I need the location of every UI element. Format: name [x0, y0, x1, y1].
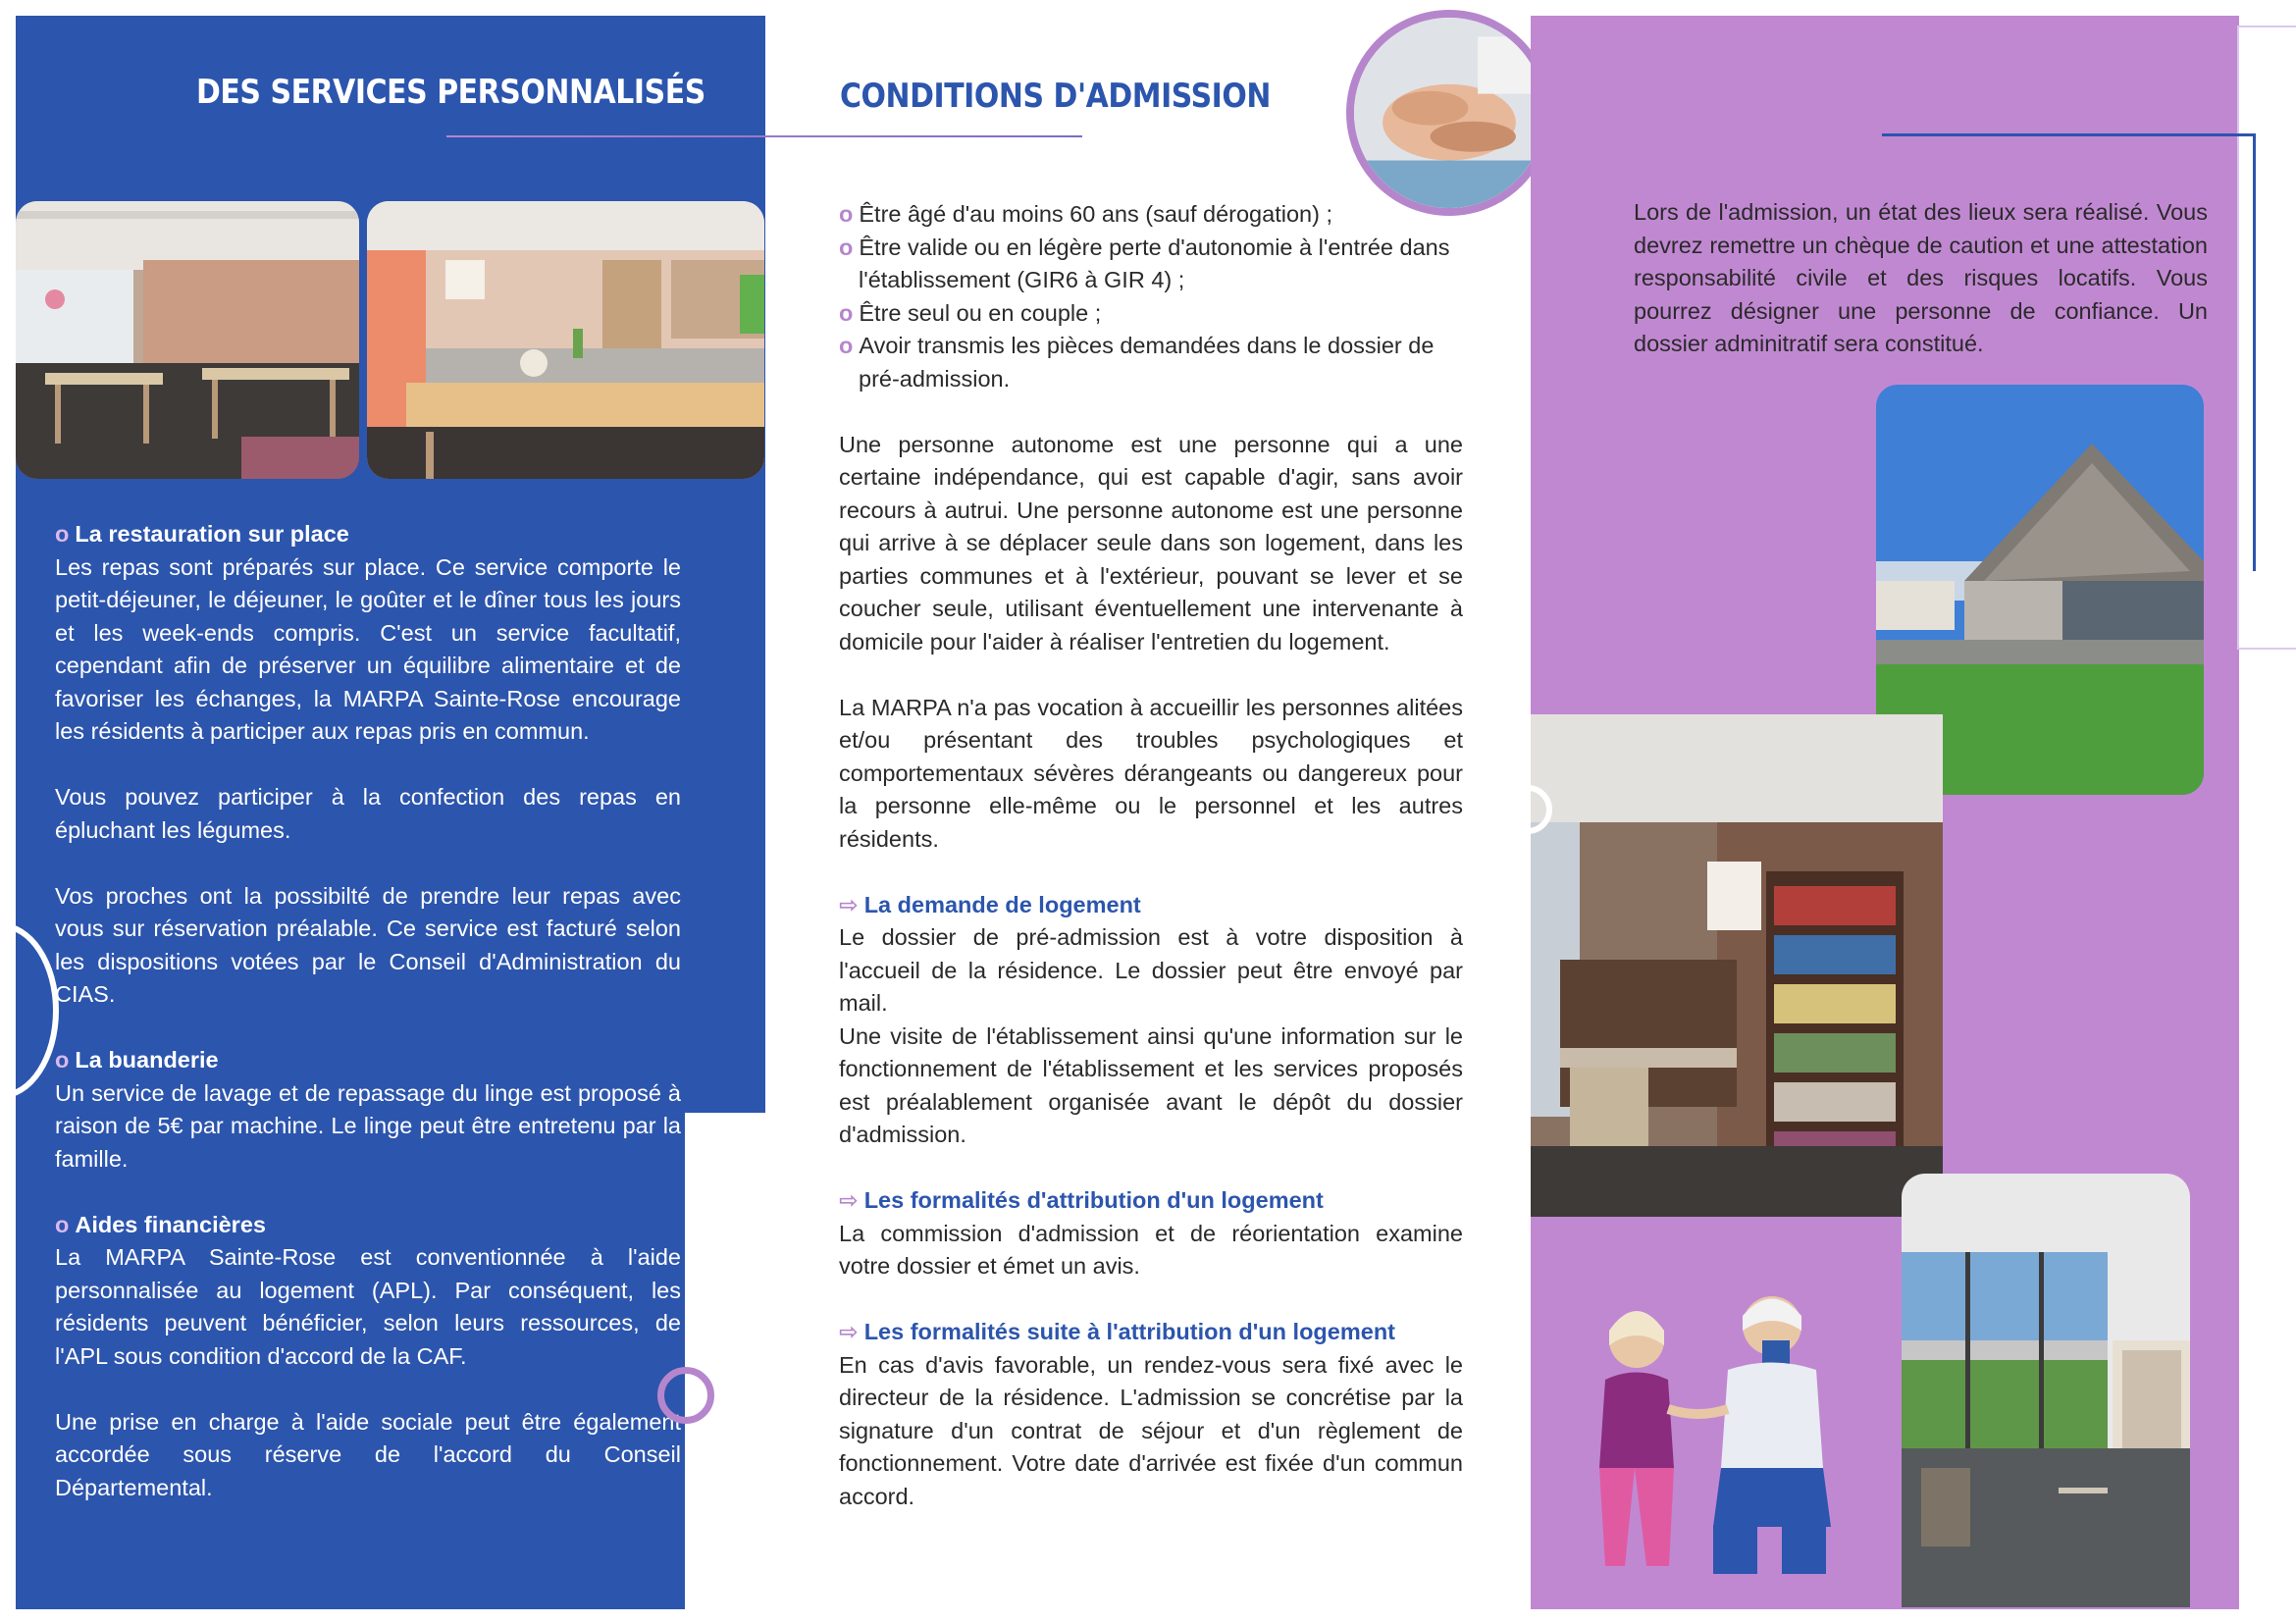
kitchen-photo: [367, 201, 764, 479]
arrow-icon: ⇨: [839, 891, 859, 917]
paragraph: Une visite de l'établissement ainsi qu'une information sur le fonctionnement de l'établissement et les services proposés est préalablement organisée avant le dépôt du dossier d'admission.: [839, 1022, 1463, 1147]
dining-room-photo: [16, 201, 359, 479]
condition-item: o Être âgé d'au moins 60 ans (sauf dérogation) ;: [839, 201, 1332, 227]
paragraph: Les repas sont préparés sur place. Ce service comporte le petit-déjeuner, le déjeuner, le goûter et le dîner tous les jours et les week-ends compris. C'est un service facultatif, cependant afin de préserver un équilibre alimentaire et de favoriser les échanges, la MARPA Sainte-Rose encourage les résidents à participer aux repas pris en commun.: [55, 553, 681, 744]
living-room-photo: [1531, 714, 1943, 1217]
section-heading: [55, 1209, 681, 1242]
bullet-marker: o: [839, 201, 854, 227]
heading-buanderie: La buanderie: [75, 1047, 219, 1073]
bullet-marker: o: [839, 234, 854, 260]
middle-content: [839, 198, 1463, 1513]
arrow-icon: ⇨: [839, 1319, 859, 1344]
subsection-heading: ⇨ Les formalités d'attribution d'un logement: [839, 1187, 1324, 1213]
section-heading: [55, 1044, 681, 1077]
arrow-icon: ⇨: [839, 1187, 859, 1213]
paragraph: La commission d'admission et de réorientation examine votre dossier et émet un avis.: [839, 1220, 1463, 1279]
subsection-heading: ⇨ Les formalités suite à l'attribution d'un logement: [839, 1319, 1395, 1344]
decorative-small-ring: [657, 1367, 714, 1424]
condition-item: o Être valide ou en légère perte d'autonomie à l'entrée dans l'établissement (GIR6 à GIR 4) ;: [839, 234, 1450, 292]
paragraph: Une prise en charge à l'aide sociale peut être également accordée sous réserve de l'accord du Conseil Départemental.: [55, 1408, 681, 1500]
decorative-line: [2253, 133, 2256, 571]
admission-paragraph: Lors de l'admission, un état des lieux sera réalisé. Vous devrez remettre un chèque de caution et une attestation responsabilité civile et des risques locatifs. Vous pourrez désigner une personne de confiance. Un dossier adminitratif sera constitué.: [1634, 199, 2208, 356]
heading-restauration: La restauration sur place: [75, 521, 349, 547]
decorative-line: [1882, 133, 2255, 136]
middle-title: CONDITIONS D'ADMISSION: [840, 77, 1271, 116]
decorative-ring: [1503, 785, 1552, 834]
paragraph: Le dossier de pré-admission est à votre disposition à l'accueil de la résidence. Le dossier peut être envoyé par mail.: [839, 924, 1463, 1016]
condition-item: o Être seul ou en couple ;: [839, 299, 1102, 326]
title-underline: [446, 135, 1082, 137]
paragraph: Une personne autonome est une personne qui a une certaine indépendance, qui est capable d'agir, sans avoir recours à autrui. Une personne autonome est une personne qui arrive à se déplacer seule dans son logement, dans les parties communes et à l'extérieur, pouvant se lever et se coucher seule, utilisant éventuellement une intervenante à domicile pour l'aider à réaliser l'entretien du logement.: [839, 431, 1463, 654]
bullet-marker: o: [55, 521, 70, 547]
bullet-marker: o: [55, 1047, 70, 1073]
paragraph: La MARPA n'a pas vocation à accueillir les personnes alitées et/ou présentant des troubles psychologiques et comportementaux sévères dérangeants ou dangereux pour la personne elle-même ou le personnel et les autres résidents.: [839, 694, 1463, 852]
section-heading: [55, 518, 681, 551]
elderly-couple-illustration: [1566, 1272, 1919, 1596]
paragraph: Un service de lavage et de repassage du linge est proposé à raison de 5€ par machine. Le linge peut être entretenu par la famille.: [55, 1079, 681, 1172]
entrance-hall-photo: [1902, 1174, 2190, 1607]
subsection-heading: ⇨ La demande de logement: [839, 891, 1141, 917]
paragraph: La MARPA Sainte-Rose est conventionnée à l'aide personnalisée au logement (APL). Par conséquent, les résidents peuvent bénéficier, selon leurs ressources, de l'APL sous condition d'accord de la CAF.: [55, 1244, 681, 1369]
bullet-marker: o: [55, 1211, 70, 1237]
paragraph: Vos proches ont la possibilté de prendre leur repas avec vous sur réservation préalable. Ce service est facturé selon les dispositions votées par le Conseil d'Administration du CIAS.: [55, 882, 681, 1007]
left-content: [55, 518, 681, 1504]
condition-item: o Avoir transmis les pièces demandées dans le dossier de pré-admission.: [839, 333, 1435, 392]
heading-aides-financieres: Aides financières: [75, 1211, 266, 1237]
bullet-marker: o: [839, 333, 854, 358]
bullet-marker: o: [839, 299, 854, 326]
paragraph: Vous pouvez participer à la confection des repas en épluchant les légumes.: [55, 784, 681, 843]
hands-photo: [1346, 10, 1552, 216]
paragraph: En cas d'avis favorable, un rendez-vous sera fixé avec le directeur de la résidence. L'admission se concrétise par la signature d'un contrat de séjour et d'un règlement de fonctionnement. Votre date d'arrivée est fixée d'un commun accord.: [839, 1351, 1463, 1509]
left-title: DES SERVICES PERSONNALISÉS: [196, 73, 705, 112]
decorative-frame: [2237, 26, 2296, 650]
